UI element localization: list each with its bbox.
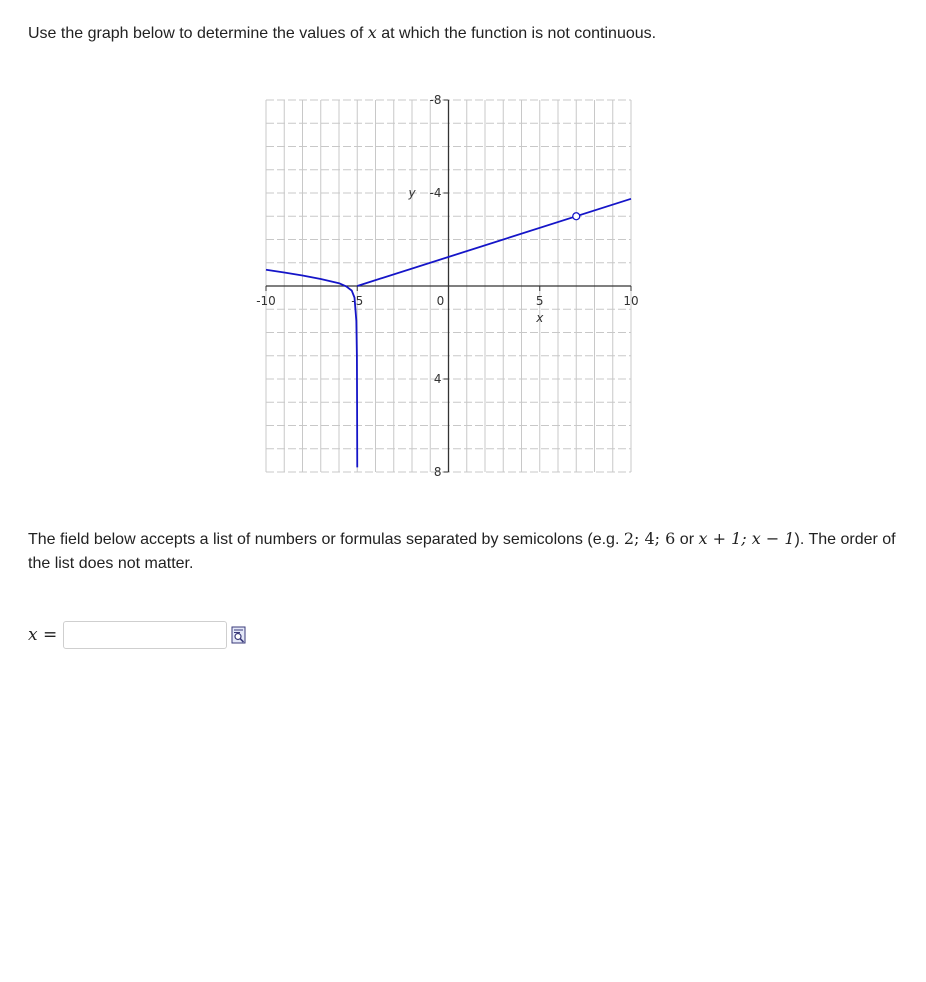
instructions-text-2: or [675,531,699,548]
example-numbers: 2; 4; 6 [623,529,676,548]
y-tick-label: -4 [429,186,442,200]
answer-row [28,619,247,651]
answer-input[interactable] [63,621,227,649]
question-prefix: Use the graph below to determine the values of [28,25,368,42]
x-tick-label: -10 [256,294,276,308]
answer-label: x = [28,625,58,645]
function-graph [240,88,660,488]
curve-right-branch [357,199,631,286]
y-tick-label: 8 [433,465,442,479]
example-formulas: x + 1; x − 1 [698,529,795,548]
question-variable: x [367,23,377,42]
question-suffix: at which the function is not continuous. [376,25,657,42]
y-tick-label: -8 [429,93,442,107]
answer-instructions [28,527,908,576]
question-prompt [28,23,656,43]
x-tick-label: 10 [623,294,639,308]
instructions-text-3: ). The order of the list does not matter. [28,531,896,572]
x-tick-label: -5 [351,294,364,308]
x-tick-label: 0 [436,294,445,308]
open-point-hole [573,213,580,220]
preview-icon[interactable] [231,626,247,644]
y-tick-label: 4 [433,372,442,386]
curve-left-branch [266,270,357,468]
instructions-text-1: The field below accepts a list of numbers or formulas separated by semicolons (e.g. [28,531,624,548]
x-tick-label: 5 [535,294,544,308]
x-axis-label: x [536,311,544,325]
y-axis-label: y [408,186,416,200]
